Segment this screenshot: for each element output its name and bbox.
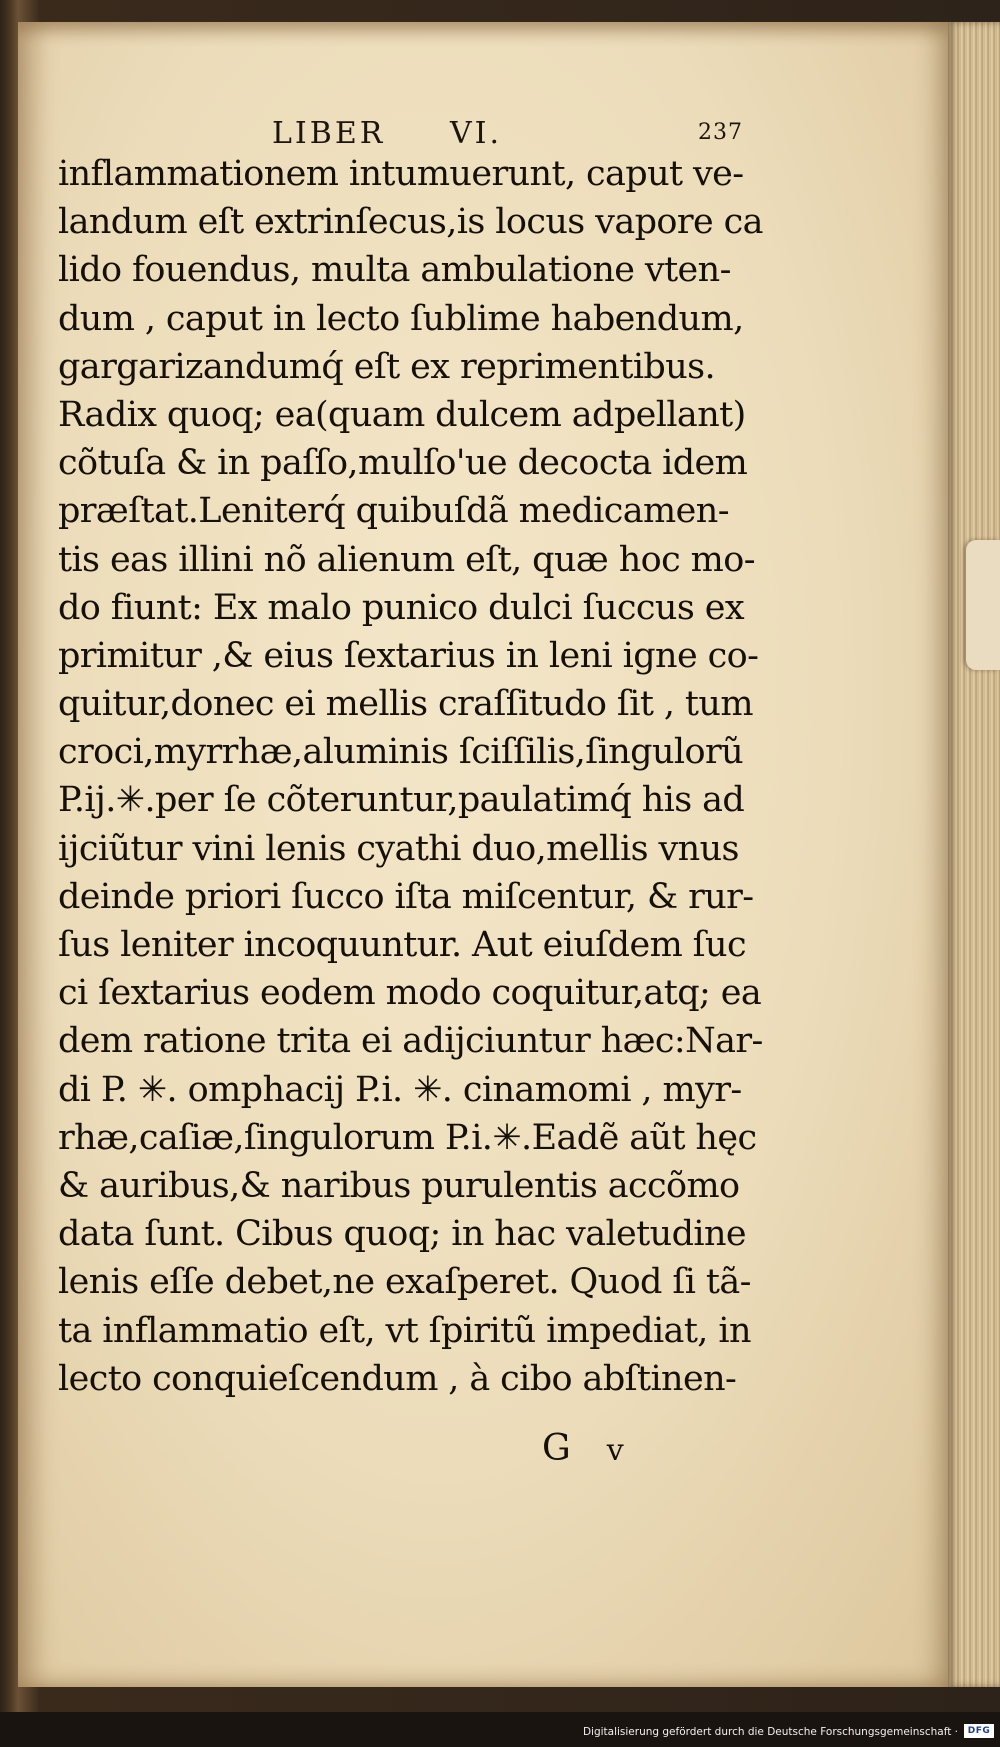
text-line: data ſunt. Cibus quoq; in hac valetudine	[58, 1214, 747, 1255]
text-line: cõtuſa & in paſſo,mulſo'ue decocta idem	[58, 443, 748, 484]
text-line: & auribus,& naribus purulentis accõmo	[58, 1165, 740, 1206]
signature-number: v	[606, 1433, 626, 1468]
signature-mark	[542, 1428, 626, 1469]
page-tab	[966, 540, 1000, 670]
text-line: landum eſt extrinſecus,is locus vapore ca	[58, 202, 763, 243]
funding-credit: Digitalisierung gefördert durch die Deutsche Forschungsgemeinschaft ·	[582, 1726, 958, 1738]
text-line: ijciũtur vini lenis cyathi duo,mellis vnus	[58, 828, 739, 869]
text-line: croci,myrrhæ,aluminis ſciſſilis,ſingulorũ	[58, 732, 744, 773]
text-line: P.ij.✳.per ſe cõteruntur,paulatimq́ his ad	[58, 780, 745, 821]
text-line: ſus leniter incoquuntur. Aut eiuſdem ſuc	[58, 925, 746, 965]
text-line: ta inflammatio eſt, vt ſpiritũ impediat, in	[58, 1310, 751, 1351]
text-line: præſtat.Leniterq́ quibuſdã medicamen-	[58, 491, 729, 532]
text-line: rhæ,caſiæ,ſingulorum P.i.✳.Eadẽ aũt hęc	[58, 1117, 757, 1158]
text-line: lenis eſſe debet,ne exaſperet. Quod ſi tã-	[58, 1262, 751, 1303]
dfg-logo-icon: DFG	[964, 1724, 994, 1738]
chapter-number: VI.	[450, 116, 503, 151]
text-line: dem ratione trita ei adijciuntur hæc:Nar-	[58, 1021, 763, 1062]
body-text	[58, 150, 778, 1403]
running-title: LIBER	[272, 116, 386, 151]
text-line: dum , caput in lecto ſublime habendum,	[58, 298, 744, 339]
signature-letter: G	[542, 1428, 573, 1469]
text-line: quitur,donec ei mellis craſſitudo ſit , tum	[58, 684, 753, 725]
page-edge-stack	[948, 22, 1000, 1687]
text-line: do fiunt: Ex malo punico dulci ſuccus ex	[58, 587, 744, 628]
text-line: Radix quoq; ea(quam dulcem adpellant)	[58, 394, 746, 435]
text-line: lecto conquieſcendum , à cibo abſtinen-	[58, 1358, 737, 1399]
text-line: lido fouendus, multa ambulatione vten-	[58, 250, 731, 291]
text-line: primitur ,& eius ſextarius in leni igne co-	[58, 635, 759, 676]
text-line: gargarizandumq́ eſt ex reprimentibus.	[58, 346, 716, 387]
text-line: ci ſextarius eodem modo coquitur,atq; ea	[58, 973, 762, 1014]
text-line: di P. ✳. omphacij P.i. ✳. cinamomi , myr-	[58, 1069, 742, 1110]
text-line: inflammationem intumuerunt, caput ve-	[58, 154, 744, 194]
text-line: tis eas illini nõ alienum eſt, quæ hoc mo-	[58, 539, 755, 580]
text-line: deinde priori ſucco iſta miſcentur, & rur-	[58, 876, 754, 917]
folio-number: 237	[698, 120, 743, 145]
